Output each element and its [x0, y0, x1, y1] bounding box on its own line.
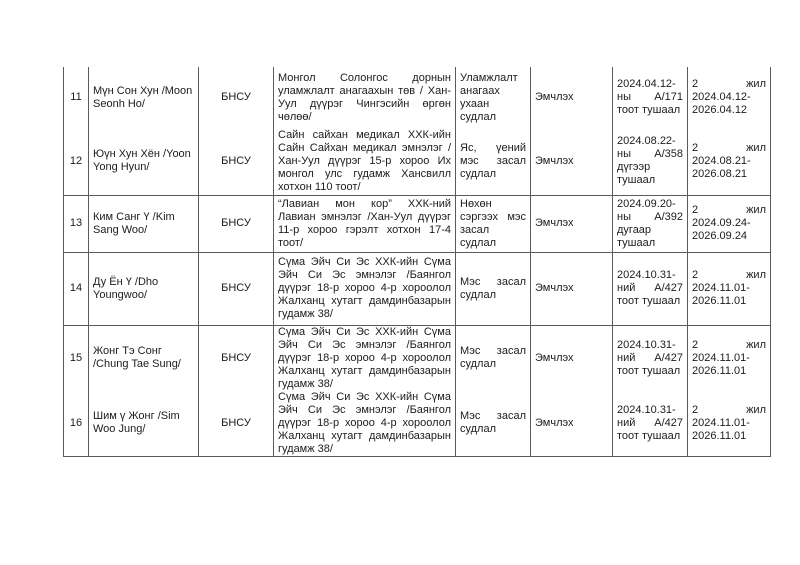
cell-order-number: 2024.09.20-ны А/392 дугаар тушаал [613, 195, 688, 252]
cell-permission: Эмчлэх [531, 252, 613, 325]
cell-permission: Эмчлэх [531, 391, 613, 457]
table-body [64, 67, 771, 456]
cell-validity-period: 2 жил 2024.11.01-2026.11.01 [688, 252, 771, 325]
cell-specialty: Мэс засал судлал [456, 325, 531, 391]
cell-validity-period: 2 жил 2024.08.21-2026.08.21 [688, 128, 771, 195]
cell-order-number: 2024.10.31-ний А/427 тоот тушаал [613, 391, 688, 457]
cell-permission: Эмчлэх [531, 128, 613, 195]
cell-country: БНСУ [199, 391, 274, 457]
cell-validity-period: 2 жил 2024.11.01-2026.11.01 [688, 325, 771, 391]
cell-organization-address: Сүма Эйч Си Эс ХХК-ийн Сүма Эйч Си Эс эмнэлэг /Баянгол дүүрэг 18-р хороо 4-р хороолол Жалханц хутагт дамдинбазарын гудамж 38/ [274, 252, 456, 325]
table-row [64, 252, 771, 325]
cell-row-number: 13 [64, 195, 89, 252]
cell-row-number: 14 [64, 252, 89, 325]
cell-organization-address: Сүма Эйч Си Эс ХХК-ийн Сүма Эйч Си Эс эмнэлэг /Баянгол дүүрэг 18-р хороо 4-р хороолол Жалханц хутагт дамдинбазарын гудамж 38/ [274, 391, 456, 457]
cell-row-number: 12 [64, 128, 89, 195]
cell-country: БНСУ [199, 67, 274, 128]
table-row [64, 128, 771, 195]
cell-doctor-name: Ду Ён Ү /Dho Youngwoo/ [89, 252, 199, 325]
cell-doctor-name: Мүн Сон Хун /Moon Seonh Ho/ [89, 67, 199, 128]
cell-specialty: Мэс засал судлал [456, 252, 531, 325]
cell-order-number: 2024.08.22-ны А/358 дүгээр тушаал [613, 128, 688, 195]
cell-permission: Эмчлэх [531, 325, 613, 391]
cell-specialty: Нөхөн сэргээх мэс засал судлал [456, 195, 531, 252]
cell-order-number: 2024.10.31-ний А/427 тоот тушаал [613, 325, 688, 391]
cell-specialty: Яс, үений мэс засал судлал [456, 128, 531, 195]
cell-doctor-name: Ким Санг Ү /Kim Sang Woo/ [89, 195, 199, 252]
cell-doctor-name: Юүн Хун Хён /Yoon Yong Hyun/ [89, 128, 199, 195]
table-row [64, 325, 771, 391]
cell-specialty: Мэс засал судлал [456, 391, 531, 457]
cell-specialty: Уламжлалт анагаах ухаан судлал [456, 67, 531, 128]
cell-country: БНСУ [199, 325, 274, 391]
cell-organization-address: Сүма Эйч Си Эс ХХК-ийн Сүма Эйч Си Эс эмнэлэг /Баянгол дүүрэг 18-р хороо 4-р хороолол Жалханц хутагт дамдинбазарын гудамж 38/ [274, 325, 456, 391]
cell-validity-period: 2 жил 2024.09.24-2026.09.24 [688, 195, 771, 252]
cell-order-number: 2024.10.31-ний А/427 тоот тушаал [613, 252, 688, 325]
table-row [64, 391, 771, 457]
cell-organization-address: Монгол Солонгос дорнын уламжлалт анагаахын төв / Хан-Уул дүүрэг Чингэсийн өргөн чөлөө/ [274, 67, 456, 128]
cell-doctor-name: Жонг Тэ Сонг /Chung Tae Sung/ [89, 325, 199, 391]
cell-row-number: 11 [64, 67, 89, 128]
licensed-doctors-table [63, 67, 771, 457]
cell-permission: Эмчлэх [531, 195, 613, 252]
table-row [64, 195, 771, 252]
cell-country: БНСУ [199, 128, 274, 195]
cell-row-number: 15 [64, 325, 89, 391]
cell-row-number: 16 [64, 391, 89, 457]
cell-country: БНСУ [199, 195, 274, 252]
cell-organization-address: “Лавиан мон кор” ХХК-ний Лавиан эмнэлэг /Хан-Уул дүүрэг 11-р хороо гэрэлт хотхон 17-4 тоот/ [274, 195, 456, 252]
cell-permission: Эмчлэх [531, 67, 613, 128]
cell-organization-address: Сайн сайхан медикал ХХК-ийн Сайн Сайхан медикал эмнэлэг /Хан-Уул дүүрэг 15-р хороо Их монгол улс гудамж Хансвилл хотхон 110 тоот/ [274, 128, 456, 195]
cell-validity-period: 2 жил 2024.11.01-2026.11.01 [688, 391, 771, 457]
cell-country: БНСУ [199, 252, 274, 325]
cell-order-number: 2024.04.12-ны А/171 тоот тушаал [613, 67, 688, 128]
cell-validity-period: 2 жил 2024.04.12-2026.04.12 [688, 67, 771, 128]
table-row [64, 67, 771, 128]
cell-doctor-name: Шим ү Жонг /Sim Woo Jung/ [89, 391, 199, 457]
